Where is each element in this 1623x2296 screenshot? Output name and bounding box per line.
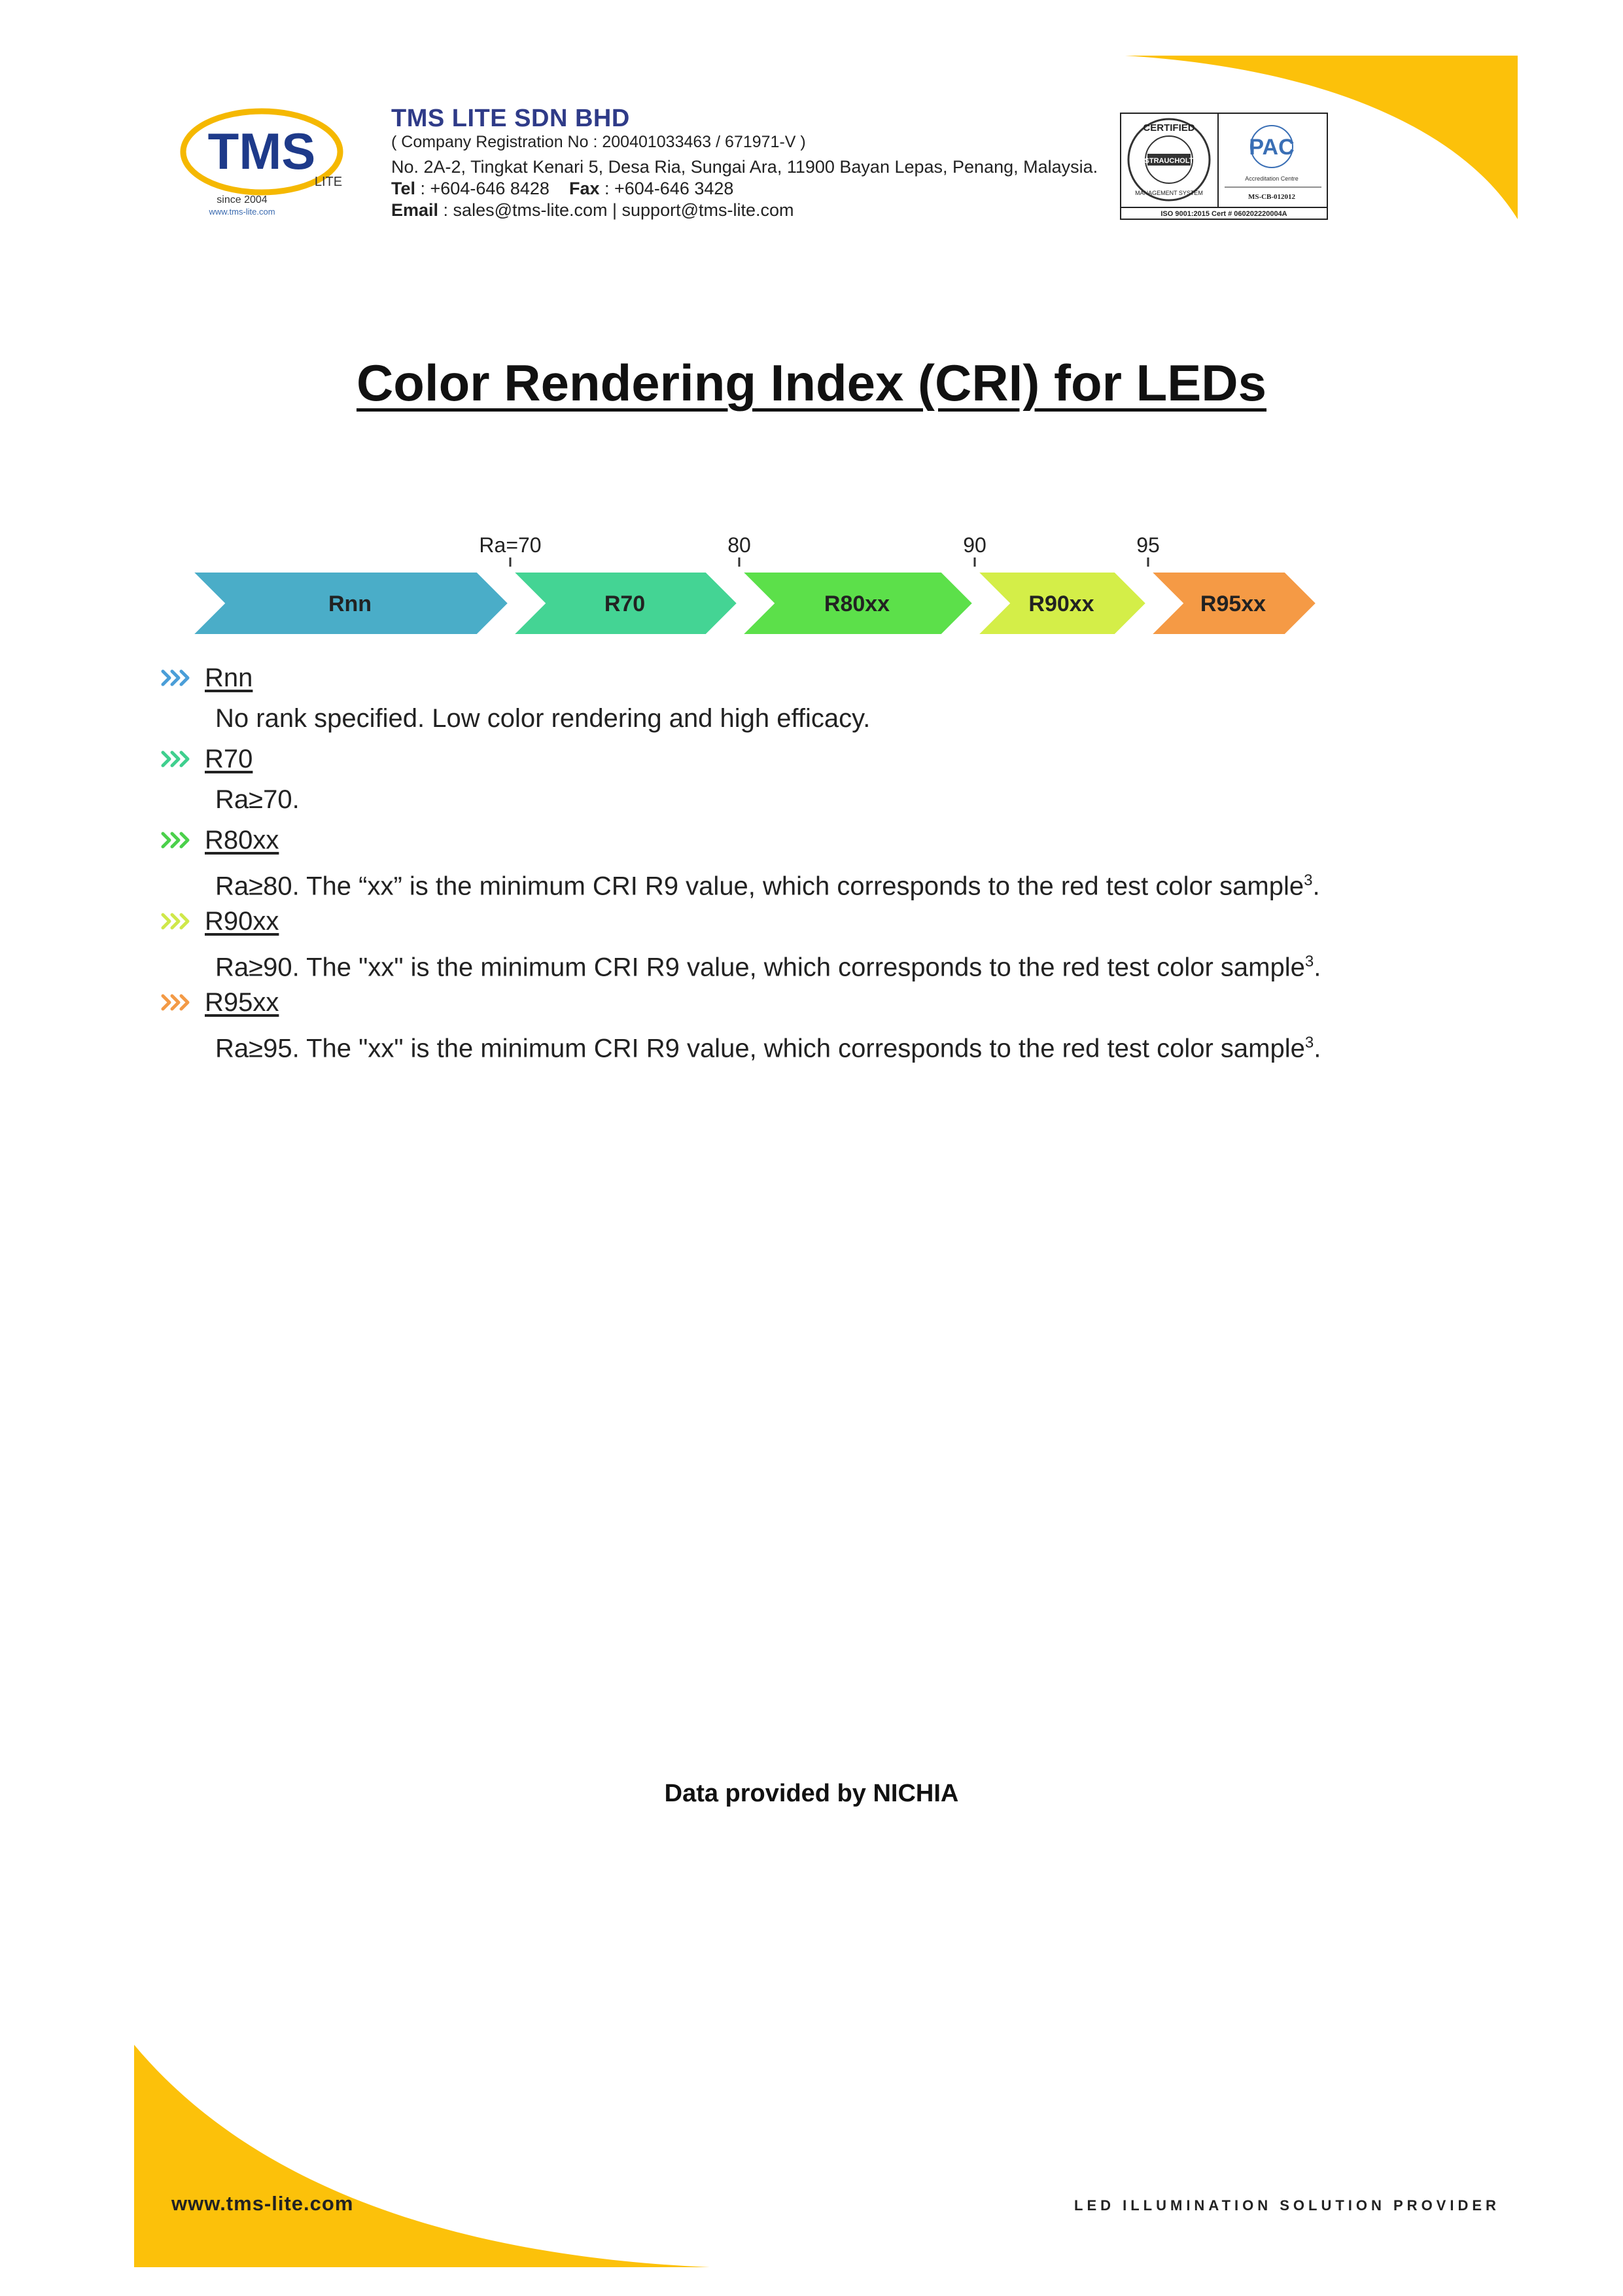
rank-description-text: Ra≥90. The "xx" is the minimum CRI R9 value, which corresponds to the red test color sample [215, 953, 1305, 982]
pac-code: MS-CB-012012 [1248, 193, 1296, 201]
scale-band-label: R70 [604, 592, 646, 616]
rank-description-text: No rank specified. Low color rendering and high efficacy. [215, 704, 871, 733]
scale-band-label: R90xx [1028, 592, 1094, 616]
chevron-icon [159, 749, 192, 769]
scale-tick-label: 90 [963, 533, 986, 557]
rank-item-r70 [159, 739, 1467, 820]
page-title: Color Rendering Index (CRI) for LEDs [356, 354, 1267, 412]
pac-sub: Accreditation Centre [1245, 175, 1299, 182]
scale-tick-label: Ra=70 [479, 533, 542, 557]
scale-ticks [479, 533, 1159, 567]
rank-description [159, 942, 1467, 982]
scale-tick-label: 95 [1136, 533, 1160, 557]
email-value: : sales@tms-lite.com | support@tms-lite.com [438, 200, 794, 220]
company-logo [177, 105, 353, 219]
footnote-ref: 3 [1304, 872, 1313, 889]
company-name: TMS LITE SDN BHD [391, 105, 630, 132]
rank-item-r80xx [159, 820, 1467, 901]
scale-band-label: Rnn [328, 592, 372, 616]
contact-email-line [391, 200, 794, 221]
rank-list [159, 658, 1467, 1063]
rank-name: Rnn [205, 663, 253, 692]
source-note: Data provided by NICHIA [664, 1780, 959, 1807]
scale-band-label: R80xx [824, 592, 890, 616]
chevron-icon [159, 668, 192, 688]
decorative-swoosh-bottom [134, 2045, 710, 2267]
rank-item-r90xx [159, 901, 1467, 982]
cert-center-text: STRAUCHOLT [1144, 157, 1194, 165]
rank-description [159, 698, 1467, 739]
footer-website[interactable]: www.tms-lite.com [171, 2192, 354, 2215]
chevron-icon [159, 911, 192, 931]
pac-text: PAC [1249, 135, 1295, 160]
email-label: Email [391, 200, 439, 220]
logo-text: TMS [207, 122, 316, 180]
rank-item-r95xx [159, 982, 1467, 1063]
rank-description-end: . [1312, 872, 1320, 901]
rank-name: R90xx [205, 906, 279, 936]
cert-ring-text: CERTIFIED [1143, 122, 1195, 133]
fax-value: : +604-646 3428 [599, 179, 734, 198]
rank-description [159, 1023, 1467, 1063]
rank-description [159, 779, 1467, 820]
logo-sub: LITE [314, 175, 343, 189]
rank-description-text: Ra≥95. The "xx" is the minimum CRI R9 value, which corresponds to the red test color sample [215, 1034, 1305, 1063]
scale-band-label: R95xx [1200, 592, 1266, 616]
footer-tagline: LED ILLUMINATION SOLUTION PROVIDER [1074, 2197, 1500, 2214]
rank-description-text: Ra≥80. The “xx” is the minimum CRI R9 value, which corresponds to the red test color sample [215, 872, 1304, 901]
fax-label: Fax [568, 179, 600, 198]
iso-cert-text: ISO 9001:2015 Cert # 060202220004A [1161, 210, 1287, 218]
rank-description-end: . [1314, 953, 1321, 982]
chevron-icon [159, 830, 192, 850]
rank-description-text: Ra≥70. [215, 785, 300, 814]
footnote-ref: 3 [1304, 953, 1314, 970]
chevron-icon [159, 993, 192, 1012]
cri-scale-chart [190, 523, 1354, 648]
rank-description [159, 860, 1467, 901]
rank-name: R80xx [205, 825, 279, 855]
tel-label: Tel [391, 179, 416, 198]
logo-since: since 2004 [217, 194, 268, 205]
rank-name: R70 [205, 744, 253, 773]
scale-bands [190, 571, 1318, 636]
company-address: No. 2A-2, Tingkat Kenari 5, Desa Ria, Sungai Ara, 11900 Bayan Lepas, Penang, Malaysia. [391, 157, 1098, 177]
company-registration: ( Company Registration No : 200401033463 / 671971-V ) [391, 133, 806, 151]
rank-description-end: . [1314, 1034, 1321, 1063]
certification-badge [1120, 113, 1328, 220]
cert-bottom-ring: MANAGEMENT SYSTEM [1135, 190, 1203, 196]
rank-name: R95xx [205, 987, 279, 1017]
footnote-ref: 3 [1304, 1034, 1314, 1051]
scale-tick-label: 80 [727, 533, 751, 557]
rank-item-rnn [159, 658, 1467, 739]
logo-url: www.tms-lite.com [209, 207, 275, 217]
tel-value: : +604-646 8428 [415, 179, 550, 198]
contact-phone-line [391, 179, 733, 199]
